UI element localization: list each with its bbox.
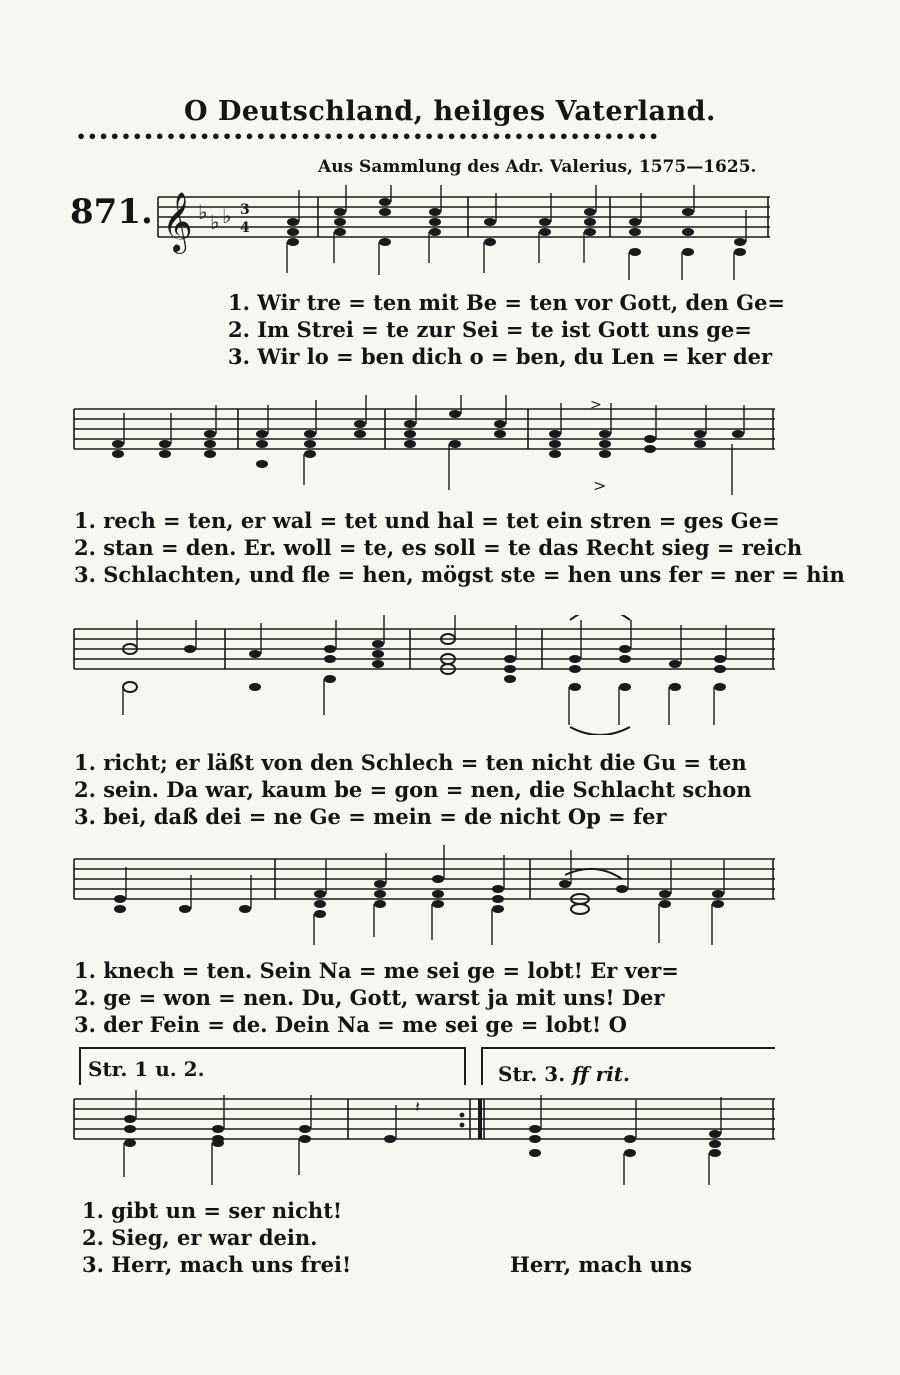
volta-label-1: Str. 1 u. 2. — [88, 1057, 205, 1081]
lyric-verse-1: 1. gibt un = ser nicht! — [82, 1198, 343, 1223]
staff-system-4 — [70, 845, 780, 955]
lyric-verse-3: 3. Wir lo = ben dich o = ben, du Len = ker der — [228, 344, 773, 369]
lyric-verse-2: 2. Sieg, er war dein. — [82, 1225, 318, 1250]
treble-clef-icon: 𝄞 — [162, 192, 193, 252]
lyric-verse-3: 3. der Fein = de. Dein Na = me sei ge = lobt! O — [74, 1012, 627, 1037]
lyric-verse-2: 2. Im Strei = te zur Sei = te ist Gott uns ge= — [228, 317, 752, 342]
dynamic-mark: ff rit. — [572, 1062, 630, 1086]
source-attribution: Aus Sammlung des Adr. Valerius, 1575—1625. — [318, 157, 757, 177]
time-signature: 4 — [240, 220, 250, 236]
lyric-verse-2: 2. ge = won = nen. Du, Gott, warst ja mit uns! Der — [74, 985, 665, 1010]
staff-system-5 — [70, 1085, 780, 1195]
flat-icon: ♭ — [222, 204, 232, 228]
volta-label-2 — [498, 1062, 630, 1086]
staff-system-2 — [70, 395, 780, 505]
lyric-verse-1: 1. Wir tre = ten mit Be = ten vor Gott, den Ge= — [228, 290, 786, 315]
volta-label-2-text: Str. 3. — [498, 1062, 566, 1086]
accent-mark: > — [590, 397, 602, 413]
lyric-verse-1: 1. knech = ten. Sein Na = me sei ge = lobt! Er ver= — [74, 958, 679, 983]
slur — [565, 869, 622, 879]
lyric-verse-1: 1. richt; er läßt von den Schlech = ten nicht die Gu = ten — [74, 750, 747, 775]
lyric-verse-1: 1. rech = ten, er wal = tet und hal = tet ein stren = ges Ge= — [74, 508, 780, 533]
staff-system-1 — [150, 185, 775, 285]
time-signature: 3 — [240, 202, 250, 218]
flat-icon: ♭ — [198, 200, 208, 224]
fermata-slur — [570, 615, 630, 620]
hymn-number: 871. — [70, 192, 153, 232]
fermata-slur — [570, 727, 630, 735]
accent-mark: > — [593, 476, 607, 495]
separator-dots: •••••••••••••••••••••••••••••••••••••••••••••••••••• — [76, 127, 660, 146]
hymn-title: O Deutschland, heilges Vaterland. — [184, 96, 716, 127]
lyric-verse-3-ending: Herr, mach uns — [510, 1252, 692, 1277]
flat-icon: ♭ — [210, 210, 220, 234]
staff-system-3 — [70, 615, 780, 735]
rest-icon: 𝄽 — [415, 1097, 420, 1116]
lyric-verse-3: 3. Herr, mach uns frei! — [82, 1252, 352, 1277]
lyric-verse-2: 2. sein. Da war, kaum be = gon = nen, die Schlacht schon — [74, 777, 752, 802]
lyric-verse-3: 3. bei, daß dei = ne Ge = mein = de nicht Op = fer — [74, 804, 667, 829]
lyric-verse-2: 2. stan = den. Er. woll = te, es soll = te das Recht sieg = reich — [74, 535, 803, 560]
lyric-verse-3: 3. Schlachten, und fle = hen, mögst ste = hen uns fer = ner = hin — [74, 562, 845, 587]
